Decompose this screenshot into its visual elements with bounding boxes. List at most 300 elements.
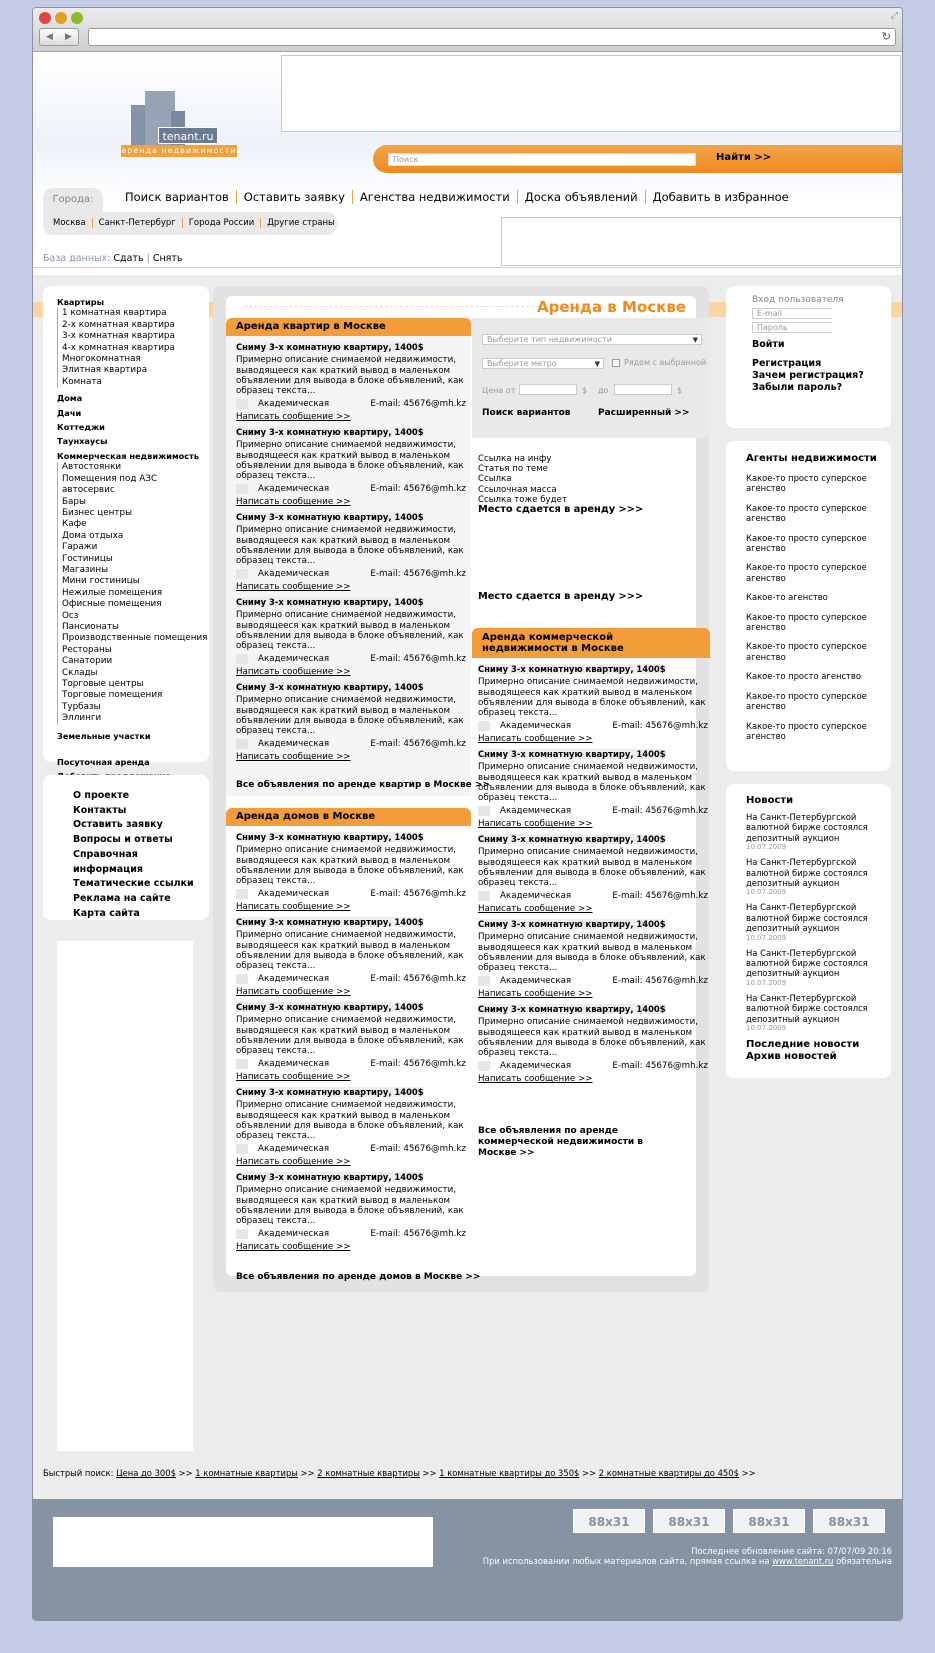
copyright-suffix: обязательна xyxy=(836,1556,892,1567)
main-nav xyxy=(118,190,796,204)
ad-title[interactable]: Сниму 3-х комнатную квартиру, 1400$ xyxy=(236,832,424,842)
agent-item[interactable]: Какое-то просто суперское агенство xyxy=(746,611,867,633)
nav-board[interactable]: Доска объявлений xyxy=(517,190,645,204)
ad-metro-station: Академическая xyxy=(258,1229,330,1240)
ad-description: Примерно описание снимаемой недвижимости, выводящееся как краткий вывод в маленьком объявлении для вывода в блоке объявлений, как образец текста... xyxy=(478,847,706,889)
cat-townhouses[interactable]: Таунхаусы xyxy=(57,436,108,447)
ad-title[interactable]: Сниму 3-х комнатную квартиру, 1400$ xyxy=(236,917,424,927)
ad-meta xyxy=(236,1144,466,1154)
ad-card xyxy=(236,1002,466,1083)
logo-name: tenant.ru xyxy=(158,127,218,144)
menu-item[interactable]: Контакты xyxy=(73,804,127,816)
quick-link[interactable]: 1 комнатные квартиры до 350$ xyxy=(439,1468,580,1478)
ad-metro-station: Академическая xyxy=(258,889,330,900)
ad-email: E-mail: 45676@mh.kz xyxy=(370,654,466,665)
ad-email: E-mail: 45676@mh.kz xyxy=(370,399,466,410)
sidebar-item-commercial[interactable]: Магазины xyxy=(57,565,209,576)
ad-meta xyxy=(236,889,466,899)
left-banner[interactable] xyxy=(57,941,193,1451)
menu-item[interactable]: Вопросы и ответы xyxy=(73,834,173,846)
ad-thumbnail xyxy=(236,484,248,494)
forgot-password-link[interactable]: Забыли пароль? xyxy=(752,382,843,393)
category-sidebar xyxy=(43,286,209,768)
ad-email: E-mail: 45676@mh.kz xyxy=(370,889,466,900)
nav-agencies[interactable]: Агенства недвижимости xyxy=(352,190,517,204)
top-banner[interactable] xyxy=(281,55,901,132)
quick-link[interactable]: Цена до 300$ xyxy=(116,1468,176,1478)
near-checkbox[interactable] xyxy=(612,359,620,367)
ad-meta xyxy=(478,891,708,901)
ad-title[interactable]: Сниму 3-х комнатную квартиру, 1400$ xyxy=(236,597,424,607)
ad-metro-station: Академическая xyxy=(258,1059,330,1070)
city-other[interactable]: Другие страны xyxy=(260,218,341,228)
ad-card xyxy=(478,1004,708,1085)
advanced-search-link[interactable]: Расширенный >> xyxy=(598,408,690,418)
place-for-rent-1[interactable]: Место сдается в аренду >>> xyxy=(478,504,644,515)
sidebar-item-commercial[interactable]: Осз xyxy=(57,611,209,622)
page-title: Аренда в Москве xyxy=(536,298,686,316)
db-take-link[interactable]: Снять xyxy=(152,253,183,264)
city-spb[interactable]: Санкт-Петербург xyxy=(92,218,182,228)
ad-metro-station: Академическая xyxy=(500,806,572,817)
agents-box xyxy=(726,441,891,771)
cat-cottages[interactable]: Коттеджи xyxy=(57,422,105,433)
search-input[interactable]: Поиск xyxy=(388,153,696,166)
ad-email: E-mail: 45676@mh.kz xyxy=(612,891,708,902)
write-message-link[interactable]: Написать сообщение >> xyxy=(236,497,351,508)
write-message-link[interactable]: Написать сообщение >> xyxy=(236,987,351,998)
news-text[interactable]: На Санкт-Петербургской валютной бирже состоялся депозитный аукцион xyxy=(746,902,868,934)
ad-metro-station: Академическая xyxy=(258,654,330,665)
ad-description: Примерно описание снимаемой недвижимости, выводящееся как краткий вывод в маленьком объявлении для вывода в блоке объявлений, как образец текста... xyxy=(478,1017,706,1059)
news-archive-link[interactable]: Архив новостей xyxy=(746,1050,837,1062)
property-type-value: Выберите тип недвижимости xyxy=(487,335,612,344)
ad-title[interactable]: Сниму 3-х комнатную квартиру, 1400$ xyxy=(236,342,424,352)
ad-description: Примерно описание снимаемой недвижимости, выводящееся как краткий вывод в маленьком объявлении для вывода в блоке объявлений, как образец текста... xyxy=(236,1015,464,1057)
price-from-label: Цена от xyxy=(482,386,516,395)
sidebar-item-commercial[interactable]: Гостиницы xyxy=(57,554,209,565)
sidebar-item-apartment[interactable]: Элитная квартира xyxy=(57,365,209,376)
ad-meta xyxy=(478,976,708,986)
footer-banner[interactable] xyxy=(53,1517,433,1567)
ad-card xyxy=(236,597,466,678)
quick-search xyxy=(43,1468,756,1478)
ad-description: Примерно описание снимаемой недвижимости, выводящееся как краткий вывод в маленьком объявлении для вывода в блоке объявлений, как образец текста... xyxy=(478,762,706,804)
quick-link[interactable]: 1 комнатные квартиры xyxy=(195,1468,298,1478)
db-separator: | xyxy=(146,253,150,264)
agent-item[interactable]: Какое-то просто суперское агенство xyxy=(746,720,867,741)
link-info[interactable]: Ссылка на инфу xyxy=(478,454,552,464)
ad-meta xyxy=(236,399,466,409)
apartments-tab[interactable]: Аренда квартир в Москве xyxy=(226,318,471,336)
minimize-window-icon[interactable] xyxy=(55,12,67,24)
chevron-down-icon: ▼ xyxy=(692,336,698,344)
ad-card xyxy=(236,917,466,998)
write-message-link[interactable]: Написать сообщение >> xyxy=(236,582,351,593)
sidebar-item-commercial[interactable]: Турбазы xyxy=(57,702,209,713)
info-links xyxy=(478,454,567,505)
ad-card xyxy=(236,832,466,913)
property-type-select[interactable] xyxy=(482,334,702,345)
news-item xyxy=(746,948,891,988)
agents-heading: Агенты недвижимости xyxy=(746,453,877,464)
commercial-list xyxy=(57,462,209,724)
counter-button[interactable]: 88x31 xyxy=(573,1509,645,1533)
write-message-link[interactable]: Написать сообщение >> xyxy=(236,902,351,913)
write-message-link[interactable]: Написать сообщение >> xyxy=(478,989,593,1000)
sidebar-item-apartment[interactable]: 3-х комнатная квартира xyxy=(57,331,209,342)
ad-title[interactable]: Сниму 3-х комнатную квартиру, 1400$ xyxy=(478,749,666,759)
site-link[interactable]: www.tenant.ru xyxy=(772,1556,834,1567)
news-text[interactable]: На Санкт-Петербургской валютной бирже состоялся депозитный аукцион xyxy=(746,812,868,843)
ad-title[interactable]: Сниму 3-х комнатную квартиру, 1400$ xyxy=(478,664,666,674)
city-russia[interactable]: Города России xyxy=(182,218,261,228)
ad-email: E-mail: 45676@mh.kz xyxy=(612,721,708,732)
footer-note xyxy=(483,1546,892,1567)
sidebar-item-commercial[interactable]: Нежилые помещения xyxy=(57,588,209,599)
currency-from: $ xyxy=(582,386,588,395)
news-list xyxy=(746,812,891,1033)
ad-card xyxy=(478,749,708,830)
ad-title[interactable]: Сниму 3-х комнатную квартиру, 1400$ xyxy=(236,1087,424,1097)
last-update: Последнее обновление сайта: 07/07/09 20:16 xyxy=(691,1546,892,1556)
quick-separator: >> xyxy=(582,1468,597,1478)
news-date: 10.07.2009 xyxy=(746,888,787,897)
ad-description: Примерно описание снимаемой недвижимости, выводящееся как краткий вывод в маленьком объявлении для вывода в блоке объявлений, как образец текста... xyxy=(236,440,464,482)
sidebar-item-apartment[interactable]: 2-х комнатная квартира xyxy=(57,320,209,331)
news-heading: Новости xyxy=(746,795,794,806)
ad-metro-station: Академическая xyxy=(500,891,572,902)
write-message-link[interactable]: Написать сообщение >> xyxy=(478,819,593,830)
ad-card xyxy=(236,512,466,593)
counter-button[interactable]: 88x31 xyxy=(653,1509,725,1533)
agent-item[interactable]: Какое-то просто агенство xyxy=(746,671,861,682)
write-message-link[interactable]: Написать сообщение >> xyxy=(236,1242,351,1253)
agent-item[interactable]: Какое-то агенство xyxy=(746,592,828,603)
ad-meta xyxy=(478,806,708,816)
news-text[interactable]: На Санкт-Петербургской валютной бирже состоялся депозитный аукцион xyxy=(746,857,868,889)
cat-land[interactable]: Земельные участки xyxy=(57,730,151,741)
nav-search[interactable]: Поиск вариантов xyxy=(125,190,229,204)
city-moscow[interactable]: Москва xyxy=(53,218,86,228)
ad-thumbnail xyxy=(478,976,490,986)
ad-description: Примерно описание снимаемой недвижимости, выводящееся как краткий вывод в маленьком объявлении для вывода в блоке объявлений, как образец текста... xyxy=(236,695,464,737)
ad-title[interactable]: Сниму 3-х комнатную квартиру, 1400$ xyxy=(478,834,666,844)
ad-thumbnail xyxy=(236,654,248,664)
ad-title[interactable]: Сниму 3-х комнатную квартиру, 1400$ xyxy=(478,919,666,929)
menu-list xyxy=(73,789,209,921)
sidebar-item-commercial[interactable]: Эллинги xyxy=(57,713,209,724)
header-banner[interactable] xyxy=(501,217,901,266)
news-text[interactable]: На Санкт-Петербургской валютной бирже состоялся депозитный аукцион xyxy=(746,992,868,1024)
ad-thumbnail xyxy=(478,1061,490,1071)
counter-button[interactable]: 88x31 xyxy=(813,1509,885,1533)
cat-apartments[interactable]: Квартиры xyxy=(57,297,105,307)
write-message-link[interactable]: Написать сообщение >> xyxy=(236,667,351,678)
ad-title[interactable]: Сниму 3-х комнатную квартиру, 1400$ xyxy=(236,427,424,437)
web-page xyxy=(33,53,903,1621)
write-message-link[interactable]: Написать сообщение >> xyxy=(478,904,593,915)
ad-description: Примерно описание снимаемой недвижимости, выводящееся как краткий вывод в маленьком объявлении для вывода в блоке объявлений, как образец текста... xyxy=(236,1185,464,1227)
news-item xyxy=(746,857,891,897)
write-message-link[interactable]: Написать сообщение >> xyxy=(478,1074,593,1085)
quick-link[interactable]: 2 комнатные квартиры до 450$ xyxy=(598,1468,739,1478)
sidebar-item-commercial[interactable]: Бары xyxy=(57,497,209,508)
maximize-window-icon[interactable] xyxy=(71,12,83,24)
agent-item[interactable]: Какое-то просто суперское агенство xyxy=(746,562,867,583)
news-date: 10.07.2009 xyxy=(746,843,787,852)
news-item xyxy=(746,993,891,1033)
ad-meta xyxy=(478,1061,708,1071)
search-button[interactable]: Найти >> xyxy=(716,152,772,163)
agent-item[interactable]: Какое-то просто суперское агенство xyxy=(746,690,867,712)
quick-label: Быстрый поиск: xyxy=(43,1468,114,1478)
email-input[interactable]: E-mail xyxy=(752,308,832,319)
cat-houses[interactable]: Дома xyxy=(57,393,83,404)
ad-metro-station: Академическая xyxy=(500,1061,572,1072)
metro-select[interactable] xyxy=(482,358,604,369)
ad-card xyxy=(478,919,708,1000)
ad-card xyxy=(478,834,708,915)
browser-toolbar xyxy=(33,8,902,52)
sidebar-item-commercial[interactable]: Санатории xyxy=(57,656,209,667)
sidebar-item-commercial[interactable]: Мини гостиницы xyxy=(57,576,209,587)
ad-description: Примерно описание снимаемой недвижимости, выводящееся как краткий вывод в маленьком объявлении для вывода в блоке объявлений, как образец текста... xyxy=(236,930,464,972)
quick-separator: >> xyxy=(741,1468,756,1478)
sidebar-item-commercial[interactable]: Бизнес центры xyxy=(57,508,209,519)
currency-to: $ xyxy=(677,386,683,395)
sidebar-item-apartment[interactable]: 1 комнатная квартира xyxy=(57,308,209,319)
quick-separator: >> xyxy=(422,1468,437,1478)
copyright-line xyxy=(483,1556,892,1566)
ad-thumbnail xyxy=(236,889,248,899)
footer xyxy=(33,1499,903,1621)
ad-email: E-mail: 45676@mh.kz xyxy=(370,569,466,580)
news-box xyxy=(726,784,891,1078)
ad-thumbnail xyxy=(236,399,248,409)
ad-meta xyxy=(236,484,466,494)
latest-news-link[interactable]: Последние новости xyxy=(746,1039,860,1051)
ad-thumbnail xyxy=(236,1144,248,1154)
ad-email: E-mail: 45676@mh.kz xyxy=(612,976,708,987)
ad-description: Примерно описание снимаемой недвижимости, выводящееся как краткий вывод в маленьком объявлении для вывода в блоке объявлений, как образец текста... xyxy=(478,677,706,719)
ad-metro-station: Академическая xyxy=(258,484,330,495)
all-commercial-link[interactable]: Все объявления по аренде коммерческой недвижимости в Москве >> xyxy=(478,1126,643,1158)
ad-card xyxy=(236,427,466,508)
write-message-link[interactable]: Написать сообщение >> xyxy=(236,1072,351,1083)
sidebar-item-commercial[interactable]: Автостоянки xyxy=(57,462,209,473)
ad-metro-station: Академическая xyxy=(258,974,330,985)
ad-title[interactable]: Сниму 3-х комнатную квартиру, 1400$ xyxy=(236,682,424,692)
ad-card xyxy=(236,1172,466,1253)
sidebar-item-commercial[interactable]: Торговые помещения xyxy=(57,690,209,701)
center-column xyxy=(213,286,709,1292)
all-apartments-link[interactable]: Все объявления по аренде квартир в Москве >> xyxy=(236,780,490,790)
browser-window xyxy=(32,7,903,1621)
ad-thumbnail xyxy=(236,739,248,749)
agent-list xyxy=(746,473,891,741)
news-text[interactable]: На Санкт-Петербургской валютной бирже состоялся депозитный аукцион xyxy=(746,947,868,979)
ad-thumbnail xyxy=(236,569,248,579)
agent-item[interactable]: Какое-то просто суперское агенство xyxy=(746,502,867,524)
link-later[interactable]: Ссылка тоже будет xyxy=(478,494,567,505)
sidebar-item-apartment[interactable]: 4-х комнатная квартира xyxy=(57,343,209,354)
menu-item[interactable]: Реклама на сайте xyxy=(73,892,171,904)
menu-item[interactable]: Оставить заявку xyxy=(73,819,163,831)
url-bar[interactable] xyxy=(88,28,896,46)
site-logo[interactable] xyxy=(121,91,237,159)
agent-item[interactable]: Какое-то просто суперское агенство xyxy=(746,641,867,662)
write-message-link[interactable]: Написать сообщение >> xyxy=(478,734,593,745)
menu-item[interactable]: Карта сайта xyxy=(73,907,140,919)
ad-metro-station: Академическая xyxy=(258,1144,330,1155)
ad-description: Примерно описание снимаемой недвижимости, выводящееся как краткий вывод в маленьком объявлении для вывода в блоке объявлений, как образец текста... xyxy=(236,1100,464,1142)
copyright-prefix: При использовании любых материалов сайта, прямая ссылка на xyxy=(482,1556,770,1567)
news-date: 10.07.2009 xyxy=(746,933,787,942)
ad-description: Примерно описание снимаемой недвижимости, выводящееся как краткий вывод в маленьком объявлении для вывода в блоке объявлений, как образец текста... xyxy=(236,610,464,652)
ad-email: E-mail: 45676@mh.kz xyxy=(370,974,466,985)
quick-separator: >> xyxy=(178,1468,193,1478)
apartment-list xyxy=(57,308,209,388)
city-nav xyxy=(43,212,337,235)
sidebar-item-commercial[interactable]: Кафе xyxy=(57,519,209,530)
ad-card xyxy=(236,682,466,763)
ad-metro-station: Академическая xyxy=(500,721,572,732)
db-rent-link[interactable]: Сдать xyxy=(113,253,144,264)
ad-meta xyxy=(236,569,466,579)
login-button[interactable]: Войти xyxy=(752,339,785,350)
ad-description: Примерно описание снимаемой недвижимости, выводящееся как краткий вывод в маленьком объявлении для вывода в блоке объявлений, как образец текста... xyxy=(236,355,464,397)
ad-email: E-mail: 45676@mh.kz xyxy=(370,484,466,495)
sidebar-item-commercial[interactable]: Дома отдыха xyxy=(57,531,209,542)
divider xyxy=(33,267,903,268)
counter-button[interactable]: 88x31 xyxy=(733,1509,805,1533)
menu-item[interactable]: Справочная информация xyxy=(73,848,143,875)
ad-metro-station: Академическая xyxy=(258,569,330,580)
ad-email: E-mail: 45676@mh.kz xyxy=(370,739,466,750)
write-message-link[interactable]: Написать сообщение >> xyxy=(236,1157,351,1168)
nav-request[interactable]: Оставить заявку xyxy=(236,190,352,204)
write-message-link[interactable]: Написать сообщение >> xyxy=(236,752,351,763)
why-register-link[interactable]: Зачем регистрация? xyxy=(752,370,864,381)
ad-description: Примерно описание снимаемой недвижимости, выводящееся как краткий вывод в маленьком объявлении для вывода в блоке объявлений, как образец текста... xyxy=(236,845,464,887)
ad-meta xyxy=(236,1229,466,1239)
ad-thumbnail xyxy=(236,974,248,984)
ad-meta xyxy=(236,1059,466,1069)
sidebar-item-commercial[interactable]: Гаражи xyxy=(57,542,209,553)
ad-metro-station: Академическая xyxy=(258,739,330,750)
logo-subtitle: аренда недвижимости xyxy=(121,146,237,155)
login-box xyxy=(726,286,891,428)
ad-title[interactable]: Сниму 3-х комнатную квартиру, 1400$ xyxy=(236,1002,424,1012)
forward-icon[interactable]: ▶ xyxy=(65,32,72,42)
chevron-down-icon: ▼ xyxy=(594,360,600,368)
cities-label: Города: xyxy=(43,188,103,212)
center-inner xyxy=(226,296,708,1282)
ad-email: E-mail: 45676@mh.kz xyxy=(370,1059,466,1070)
place-for-rent-2[interactable]: Место сдается в аренду >>> xyxy=(478,591,644,602)
link-plain[interactable]: Ссылка xyxy=(478,474,512,485)
ad-card xyxy=(236,342,466,423)
sidebar-item-commercial[interactable]: Офисные помещения xyxy=(57,599,209,610)
quick-link[interactable]: 2 комнатные квартиры xyxy=(317,1468,420,1478)
ad-email: E-mail: 45676@mh.kz xyxy=(370,1144,466,1155)
commercial-tab[interactable]: Аренда коммерческой недвижимости в Москве xyxy=(472,628,710,658)
fullscreen-icon[interactable]: ⤢ xyxy=(890,11,898,21)
ad-meta xyxy=(478,721,708,731)
cat-dachas[interactable]: Дачи xyxy=(57,407,82,418)
database-line xyxy=(43,253,183,264)
search-bar xyxy=(373,145,903,173)
ad-thumbnail xyxy=(478,891,490,901)
ad-thumbnail xyxy=(236,1229,248,1239)
sidebar-item-commercial[interactable]: Пансионаты xyxy=(57,622,209,633)
ad-email: E-mail: 45676@mh.kz xyxy=(612,1061,708,1072)
agent-item[interactable]: Какое-то просто суперское агенство xyxy=(746,532,867,554)
login-title: Вход пользователя xyxy=(752,295,844,305)
close-window-icon[interactable] xyxy=(39,12,51,24)
link-article[interactable]: Статья по теме xyxy=(478,464,548,475)
news-date: 10.07.2009 xyxy=(746,978,787,987)
news-item xyxy=(746,902,891,942)
ad-description: Примерно описание снимаемой недвижимости, выводящееся как краткий вывод в маленьком объявлении для вывода в блоке объявлений, как образец текста... xyxy=(478,932,706,974)
password-input[interactable]: Пароль xyxy=(752,322,832,333)
ad-title[interactable]: Сниму 3-х комнатную квартиру, 1400$ xyxy=(478,1004,666,1014)
site-menu xyxy=(43,775,209,920)
ad-title[interactable]: Сниму 3-х комнатную квартиру, 1400$ xyxy=(236,1172,424,1182)
ad-email: E-mail: 45676@mh.kz xyxy=(370,1229,466,1240)
ad-thumbnail xyxy=(236,1059,248,1069)
ad-title[interactable]: Сниму 3-х комнатную квартиру, 1400$ xyxy=(236,512,424,522)
reload-icon[interactable]: ↻ xyxy=(881,30,891,43)
ad-email: E-mail: 45676@mh.kz xyxy=(612,806,708,817)
all-houses-link[interactable]: Все объявления по аренде домов в Москве >> xyxy=(236,1272,481,1282)
news-date: 10.07.2009 xyxy=(746,1024,787,1033)
ad-card xyxy=(478,664,708,745)
sidebar-item-commercial[interactable]: Помещения под АЗС автосервис xyxy=(57,474,209,497)
menu-item[interactable]: Тематические ссылки xyxy=(73,878,194,890)
menu-item[interactable]: О проекте xyxy=(73,790,130,801)
sidebar-item-commercial[interactable]: Рестораны xyxy=(57,645,209,656)
agent-item[interactable]: Какое-то просто суперское агенство xyxy=(746,473,867,494)
ad-description: Примерно описание снимаемой недвижимости, выводящееся как краткий вывод в маленьком объявлении для вывода в блоке объявлений, как образец текста... xyxy=(236,525,464,567)
nav-favorites[interactable]: Добавить в избранное xyxy=(645,190,796,204)
sidebar-item-apartment[interactable]: Комната xyxy=(57,377,209,388)
sidebar-item-commercial[interactable]: Склады xyxy=(57,668,209,679)
db-label: База данных: xyxy=(43,253,111,264)
ad-card xyxy=(236,1087,466,1168)
cat-daily[interactable]: Посуточная аренда xyxy=(57,757,150,768)
link-mass[interactable]: Ссылочная масса xyxy=(478,484,557,495)
write-message-link[interactable]: Написать сообщение >> xyxy=(236,412,351,423)
back-icon[interactable]: ◀ xyxy=(46,32,53,42)
search-options-button[interactable]: Поиск вариантов xyxy=(482,408,571,418)
price-to-input[interactable] xyxy=(614,384,672,395)
sidebar-item-commercial[interactable]: Торговые центры xyxy=(57,679,209,690)
near-label: Рядом с выбранной xyxy=(624,358,707,367)
title-dashes xyxy=(244,306,544,307)
price-from-input[interactable] xyxy=(519,384,577,395)
search-filter xyxy=(472,318,710,438)
houses-tab[interactable]: Аренда домов в Москве xyxy=(226,808,471,826)
cat-commercial[interactable]: Коммерческая недвижимость xyxy=(57,450,200,461)
price-to-label: до xyxy=(598,386,609,395)
sidebar-item-commercial[interactable]: Производственные помещения xyxy=(57,633,209,644)
news-item xyxy=(746,812,891,852)
metro-value: Выберите метро xyxy=(487,359,557,368)
register-link[interactable]: Регистрация xyxy=(752,358,822,369)
sidebar-item-apartment[interactable]: Многокомнатная xyxy=(57,354,209,365)
